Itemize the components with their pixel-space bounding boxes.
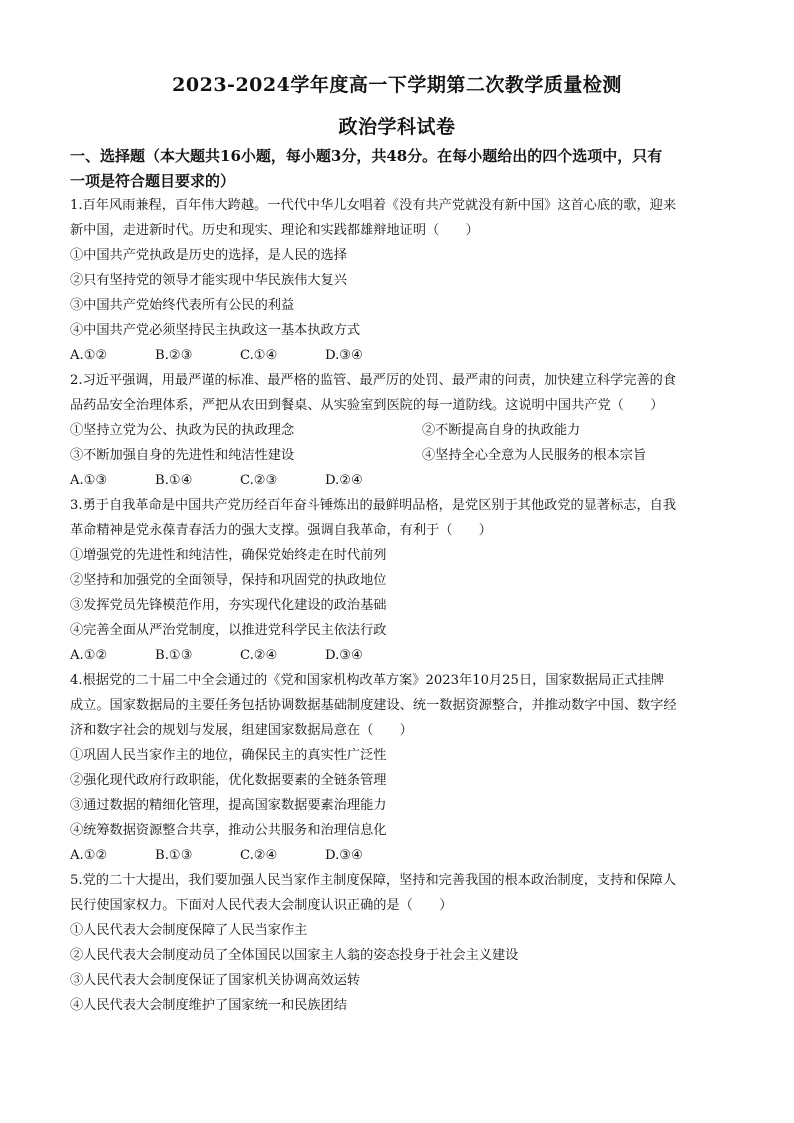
q4-option-d[interactable]: D.③④ <box>325 848 363 863</box>
q1-statement-3: ③中国共产党始终代表所有公民的利益 <box>70 298 295 313</box>
q5-statement-3: ③人民代表大会制度保证了国家机关协调高效运转 <box>70 973 361 988</box>
q2-option-c[interactable]: C.②③ <box>240 473 278 488</box>
q4-options <box>70 846 363 866</box>
q4-option-b[interactable]: B.①③ <box>155 848 193 863</box>
q3-option-d[interactable]: D.③④ <box>325 648 363 663</box>
q1-option-d[interactable]: D.③④ <box>325 348 363 363</box>
section-heading-line1: 一、选择题（本大题共16小题，每小题3分，共48分。在每小题给出的四个选项中，只有 <box>70 147 663 165</box>
q1-option-b[interactable]: B.②③ <box>155 348 193 363</box>
q1-stem-line2: 新中国，走进新时代。历史和现实、理论和实践都雄辩地证明（ ） <box>70 223 479 238</box>
q3-statement-4: ④完善全面从严治党制度，以推进党科学民主依法行政 <box>70 623 387 638</box>
q2-stem-line2: 品药品安全治理体系，严把从农田到餐桌、从实验室到医院的每一道防线。这说明中国共产党（ ） <box>70 398 664 413</box>
q1-statement-4: ④中国共产党必须坚持民主执政这一基本执政方式 <box>70 323 361 338</box>
section-heading-line2: 一项是符合题目要求的） <box>70 172 236 190</box>
q3-option-a[interactable]: A.①② <box>70 648 108 663</box>
exam-subject: 政治学科试卷 <box>338 116 456 138</box>
exam-title: 2023-2024学年度高一下学期第二次教学质量检测 <box>172 74 622 96</box>
q3-option-c[interactable]: C.②④ <box>240 648 278 663</box>
q5-stem-line2: 民行使国家权力。下面对人民代表大会制度认识正确的是（ ） <box>70 898 453 913</box>
q2-options <box>70 471 363 491</box>
q2-option-a[interactable]: A.①③ <box>70 473 108 488</box>
q4-statement-1: ①巩固人民当家作主的地位，确保民主的真实性广泛性 <box>70 748 387 763</box>
q2-statements-row2 <box>70 446 730 466</box>
q3-stem-line2: 革命精神是党永葆青春活力的强大支撑。强调自我革命，有利于（ ） <box>70 523 492 538</box>
q1-stem-line1: 1.百年风雨兼程，百年伟大跨越。一代代中华儿女唱着《没有共产党就没有新中国》这首心底的歌，迎来 <box>70 198 677 213</box>
q4-option-c[interactable]: C.②④ <box>240 848 278 863</box>
q4-statement-2: ②强化现代政府行政职能，优化数据要素的全链条管理 <box>70 773 387 788</box>
q5-statement-1: ①人民代表大会制度保障了人民当家作主 <box>70 923 308 938</box>
q4-statement-4: ④统筹数据资源整合共享，推动公共服务和治理信息化 <box>70 823 387 838</box>
q3-statement-2: ②坚持和加强党的全面领导，保持和巩固党的执政地位 <box>70 573 387 588</box>
q4-stem-line3: 济和数字社会的规划与发展，组建国家数据局意在（ ） <box>70 723 413 738</box>
q3-stem-line1: 3.勇于自我革命是中国共产党历经百年奋斗锤炼出的最鲜明品格，是党区别于其他政党的显著标志，自我 <box>70 498 677 513</box>
q1-statement-2: ②只有坚持党的领导才能实现中华民族伟大复兴 <box>70 273 347 288</box>
q4-option-a[interactable]: A.①② <box>70 848 108 863</box>
q2-option-b[interactable]: B.①④ <box>155 473 193 488</box>
q3-statement-3: ③发挥党员先锋模范作用，夯实现代化建设的政治基础 <box>70 598 387 613</box>
q2-option-d[interactable]: D.②④ <box>325 473 363 488</box>
q2-statement-2: ②不断提高自身的执政能力 <box>422 423 581 438</box>
q3-statement-1: ①增强党的先进性和纯洁性，确保党始终走在时代前列 <box>70 548 387 563</box>
q1-option-a[interactable]: A.①② <box>70 348 108 363</box>
q5-statement-2: ②人民代表大会制度动员了全体国民以国家主人翁的姿态投身于社会主义建设 <box>70 948 519 963</box>
q2-stem-line1: 2.习近平强调，用最严谨的标准、最严格的监管、最严厉的处罚、最严肃的问责，加快建立科学完善的食 <box>70 373 677 388</box>
q1-option-c[interactable]: C.①④ <box>240 348 278 363</box>
q2-statement-1: ①坚持立党为公、执政为民的执政理念 <box>70 423 295 438</box>
q1-options <box>70 346 363 366</box>
q2-statement-4: ④坚持全心全意为人民服务的根本宗旨 <box>422 448 647 463</box>
q4-stem-line2: 成立。国家数据局的主要任务包括协调数据基础制度建设、统一数据资源整合，并推动数字中国、数字经 <box>70 698 677 713</box>
q1-statement-1: ①中国共产党执政是历史的选择，是人民的选择 <box>70 248 347 263</box>
q5-stem-line1: 5.党的二十大提出，我们要加强人民当家作主制度保障，坚持和完善我国的根本政治制度，支持和保障人 <box>70 873 677 888</box>
q2-statements-row1 <box>70 421 730 441</box>
q4-statement-3: ③通过数据的精细化管理，提高国家数据要素治理能力 <box>70 798 387 813</box>
q3-option-b[interactable]: B.①③ <box>155 648 193 663</box>
q3-options <box>70 646 363 666</box>
q2-statement-3: ③不断加强自身的先进性和纯洁性建设 <box>70 448 295 463</box>
section-heading <box>70 144 730 194</box>
q4-stem-line1: 4.根据党的二十届二中全会通过的《党和国家机构改革方案》2023年10月25日，国家数据局正式挂牌 <box>70 673 665 688</box>
q5-statement-4: ④人民代表大会制度维护了国家统一和民族团结 <box>70 998 347 1013</box>
